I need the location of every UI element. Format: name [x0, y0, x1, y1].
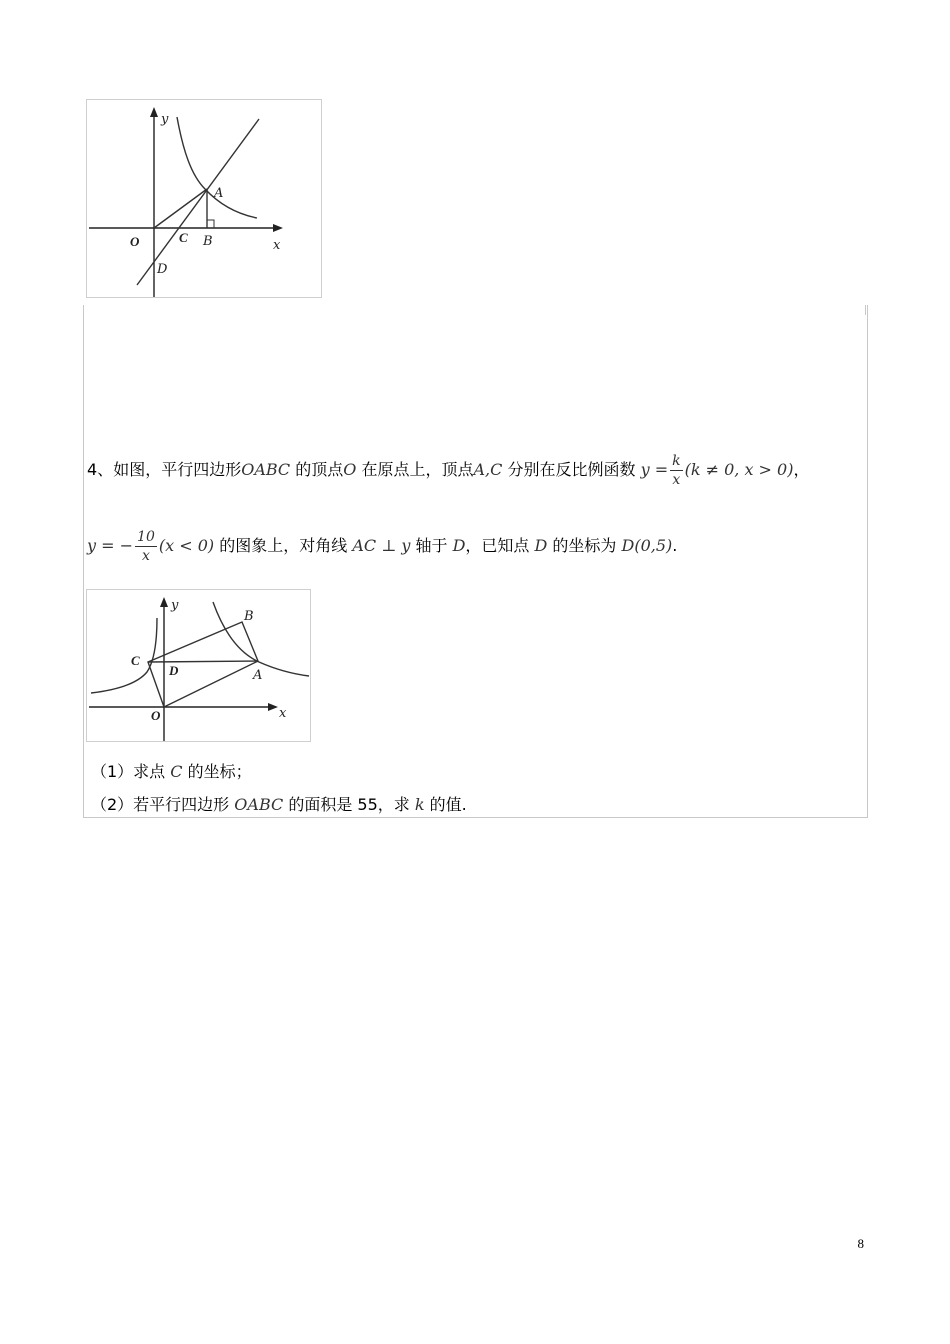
figure-1-graph	[86, 99, 322, 298]
fig1-label-x: x	[273, 238, 281, 253]
line2-fraction-num: 10	[137, 529, 155, 545]
fig2-label-d: D	[169, 663, 179, 678]
line2-math-d: D	[452, 536, 466, 555]
q2-math-k: k	[414, 795, 425, 814]
line1-math-oabc: OABC	[241, 460, 291, 479]
line1-fraction	[670, 452, 682, 489]
q1-text-2: 的坐标；	[182, 762, 252, 781]
line2-text-3: ，已知点	[465, 536, 535, 555]
line2-text-4: 的坐标为	[547, 536, 622, 555]
line1-text-4: 分别在反比例函数	[502, 460, 641, 479]
line2-func-cond: (x < 0)	[158, 536, 215, 555]
fig2-label-o: O	[151, 708, 161, 723]
line2-text-1: 的图象上，对角线	[214, 536, 353, 555]
line1-math-ac: A,C	[473, 460, 503, 479]
fig1-label-d: D	[157, 262, 168, 277]
line2-func-lhs: y = −	[87, 536, 134, 555]
line2-math-ac-perp-y: AC ⊥ y	[352, 536, 411, 555]
problem-line-1	[87, 452, 809, 489]
fig2-label-c: C	[131, 653, 140, 668]
figure-2-graph	[86, 589, 311, 742]
line1-text-2: 的顶点	[290, 460, 344, 479]
fig1-label-b: B	[203, 234, 213, 249]
q1-text-1: （1）求点	[91, 762, 171, 781]
q2-text-3: 的值.	[424, 795, 467, 814]
line1-text-1: 如图，平行四边形	[113, 460, 242, 479]
fig1-label-a: A	[214, 186, 224, 201]
q2-text-2: 的面积是 55，求	[283, 795, 415, 814]
fig2-label-x: x	[279, 706, 287, 721]
line1-math-o: O	[343, 460, 357, 479]
fig2-label-a: A	[253, 668, 263, 683]
line1-func-cond: (k ≠ 0, x > 0)	[684, 460, 794, 479]
fig2-label-y: y	[171, 598, 179, 613]
q1-math-c: C	[170, 762, 183, 781]
q2-text-1: （2）若平行四边形	[91, 795, 235, 814]
line2-text-5: .	[672, 536, 678, 555]
line2-math-d2: D	[534, 536, 548, 555]
line1-fraction-num: k	[672, 453, 681, 469]
page-number: 8	[857, 1236, 864, 1251]
line1-text-3: 在原点上，顶点	[356, 460, 474, 479]
line2-math-d-coord: D(0,5)	[621, 536, 673, 555]
line2-fraction	[135, 528, 157, 565]
problem-box-edge	[865, 305, 866, 315]
fig2-label-b: B	[244, 609, 254, 624]
q2-math-oabc: OABC	[234, 795, 284, 814]
problem-number: 4、	[87, 460, 114, 479]
problem-line-2	[87, 528, 677, 565]
fig1-label-c: C	[179, 230, 188, 245]
line2-fraction-den: x	[141, 548, 150, 564]
line2-text-2: 轴于	[410, 536, 453, 555]
line1-text-5: ，	[793, 460, 810, 479]
question-2	[91, 794, 467, 816]
question-1	[91, 761, 252, 783]
fig1-label-o: O	[130, 234, 140, 249]
line1-func-lhs: y =	[640, 460, 669, 479]
line1-fraction-den: x	[672, 472, 681, 488]
fig1-label-y: y	[161, 112, 169, 127]
